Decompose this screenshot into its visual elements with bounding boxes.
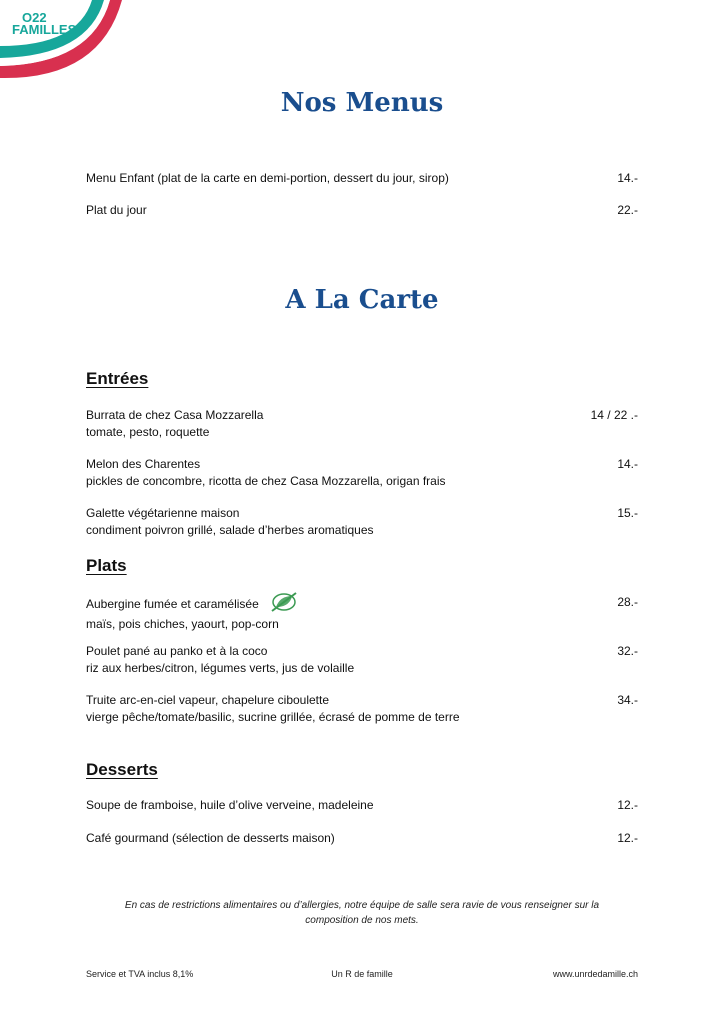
allergy-note — [100, 898, 624, 928]
menu-item — [86, 643, 638, 677]
item-description: riz aux herbes/citron, légumes verts, jus de volaille — [86, 661, 355, 675]
item-description: maïs, pois chiches, yaourt, pop-corn — [86, 617, 279, 631]
footer-website-link[interactable]: www.unrdedamille.ch — [552, 969, 638, 979]
carte-title: A La Carte — [285, 285, 439, 315]
item-name: Burrata de chez Casa Mozzarella — [86, 408, 264, 422]
item-name: Truite arc-en-ciel vapeur, chapelure ciboulette — [86, 693, 330, 707]
logo-line-1: O22 — [22, 10, 47, 25]
item-name: Melon des Charentes — [86, 457, 201, 471]
item-name-row — [86, 594, 638, 616]
menu-item — [86, 456, 638, 490]
item-description: pickles de concombre, ricotta de chez Casa Mozzarella, origan frais — [86, 474, 446, 488]
item-name: Aubergine fumée et caramélisée — [86, 597, 259, 612]
item-price: 15.- — [617, 506, 638, 520]
item-name: Soupe de framboise, huile d’olive verveine, madeleine — [86, 798, 374, 812]
item-description: condiment poivron grillé, salade d’herbes aromatiques — [86, 523, 374, 537]
item-name: Menu Enfant (plat de la carte en demi-portion, dessert du jour, sirop) — [86, 171, 449, 185]
allergy-note-line-1: En cas de restrictions alimentaires ou d’allergies, notre équipe de salle sera ravie de vous renseigner sur la — [124, 900, 600, 911]
menu-item — [86, 407, 638, 441]
item-price: 12.- — [617, 798, 638, 812]
menus-title: Nos Menus — [280, 88, 444, 118]
item-name: Plat du jour — [86, 203, 147, 217]
item-price: 32.- — [617, 644, 638, 658]
menu-item — [86, 797, 638, 814]
item-name: Café gourmand (sélection de desserts maison) — [86, 831, 335, 845]
item-description: vierge pêche/tomate/basilic, sucrine grillée, écrasé de pomme de terre — [86, 710, 460, 724]
item-price: 28.- — [617, 595, 638, 609]
item-price: 14.- — [617, 171, 638, 185]
menu-item — [86, 170, 638, 187]
menu-item — [86, 692, 638, 726]
item-price: 34.- — [617, 693, 638, 707]
section-plats-title: Plats — [86, 556, 127, 575]
menu-item — [86, 594, 638, 633]
vegetarian-leaf-icon — [270, 591, 298, 613]
item-price: 14 / 22 .- — [590, 408, 638, 422]
footer-brand-text: Un R de famille — [331, 969, 393, 979]
item-price: 22.- — [617, 203, 638, 217]
item-name: Galette végétarienne maison — [86, 506, 240, 520]
logo-text — [12, 12, 76, 36]
menu-item — [86, 505, 638, 539]
footer-service-text: Service et TVA inclus 8,1% — [86, 969, 194, 979]
item-price: 12.- — [617, 831, 638, 845]
item-price: 14.- — [617, 457, 638, 471]
item-name: Poulet pané au panko et à la coco — [86, 644, 268, 658]
section-desserts-title: Desserts — [86, 760, 158, 779]
logo-line-2: FAMILLES — [12, 22, 77, 37]
menu-item — [86, 830, 638, 847]
menu-item — [86, 202, 638, 219]
item-description: tomate, pesto, roquette — [86, 425, 210, 439]
section-entrees-title: Entrées — [86, 369, 149, 388]
allergy-note-line-2: composition de nos mets. — [305, 915, 419, 926]
